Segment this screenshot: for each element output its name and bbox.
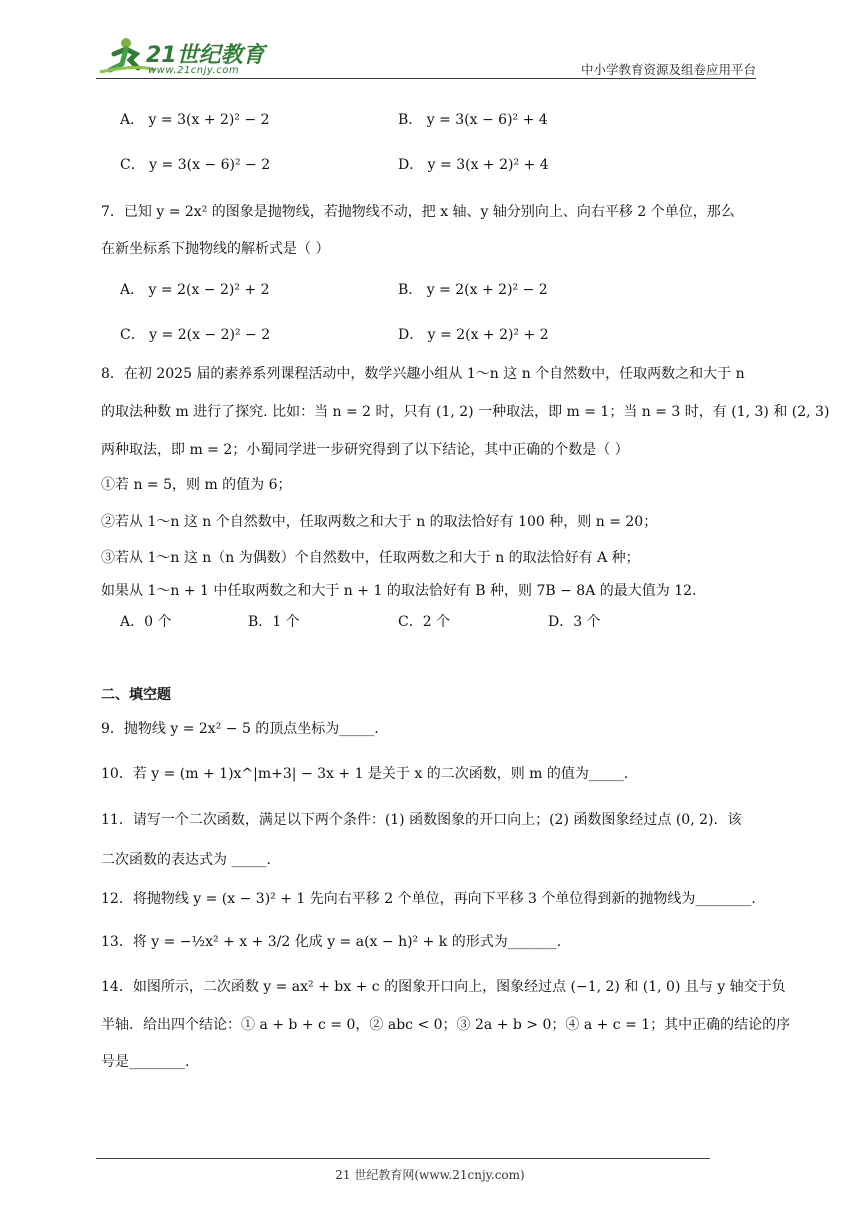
- header-divider: [96, 78, 756, 79]
- q12-line: 12．将抛物线 y = (x − 3)² + 1 先向右平移 2 个单位，再向下平移 3 个单位得到新的抛物线为________.: [101, 891, 756, 907]
- q10-line: 10．若 y = (m + 1)x^|m+3| − 3x + 1 是关于 x 的二次函数，则 m 的值为_____.: [101, 766, 629, 782]
- q6-option-c: C． y = 3(x − 6)² − 2: [120, 157, 271, 173]
- q14-line-3: 号是________.: [101, 1054, 190, 1070]
- q7-option-b: B． y = 2(x + 2)² − 2: [398, 282, 548, 298]
- q7-option-d: D． y = 2(x + 2)² + 2: [398, 327, 549, 343]
- q7-line-1: 7．已知 y = 2x² 的图象是抛物线，若抛物线不动，把 x 轴、y 轴分别向上、向右平移 2 个单位，那么: [101, 204, 735, 220]
- q11-line-1: 11．请写一个二次函数，满足以下两个条件：(1) 函数图象的开口向上；(2) 函数图象经过点 (0, 2)．该: [101, 812, 742, 828]
- q8-option-c: C．2 个: [398, 614, 451, 630]
- q7-line-2: 在新坐标系下抛物线的解析式是（ ）: [101, 241, 330, 257]
- section-heading: 二、填空题: [101, 687, 171, 703]
- q8-option-d: D．3 个: [548, 614, 601, 630]
- q8-line-1: 8．在初 2025 届的素养系列课程活动中，数学兴趣小组从 1～n 这 n 个自然数中，任取两数之和大于 n: [101, 366, 745, 382]
- q8-line-2: 的取法种数 m 进行了探究. 比如：当 n = 2 时，只有 (1, 2) 一种取法，即 m = 1；当 n = 3 时，有 (1, 3) 和 (2, 3): [101, 404, 830, 420]
- footer-divider: [96, 1158, 710, 1159]
- q8-line-3: 两种取法，即 m = 2；小蜀同学进一步研究得到了以下结论，其中正确的个数是（ ）: [101, 442, 629, 458]
- q8-statement-2: ②若从 1～n 这 n 个自然数中，任取两数之和大于 n 的取法恰好有 100 种，则 n = 20；: [101, 514, 658, 530]
- logo-url: www.21cnjy.com: [148, 65, 240, 76]
- q8-option-b: B．1 个: [248, 614, 300, 630]
- q6-option-d: D． y = 3(x + 2)² + 4: [398, 157, 549, 173]
- q8-statement-3: ③若从 1～n 这 n（n 为偶数）个自然数中，任取两数之和大于 n 的取法恰好有 A 种；: [101, 550, 640, 566]
- q7-option-a: A． y = 2(x − 2)² + 2: [120, 282, 270, 298]
- q13-line: 13．将 y = −½x² + x + 3/2 化成 y = a(x − h)² + k 的形式为_______.: [101, 934, 562, 950]
- q6-option-b: B． y = 3(x − 6)² + 4: [398, 112, 548, 128]
- q6-option-a: A． y = 3(x + 2)² − 2: [120, 112, 270, 128]
- header-platform-name: 中小学教育资源及组卷应用平台: [580, 62, 756, 77]
- q8-statement-4: 如果从 1～n + 1 中任取两数之和大于 n + 1 的取法恰好有 B 种，则 7B − 8A 的最大值为 12.: [101, 583, 697, 599]
- q7-option-c: C． y = 2(x − 2)² − 2: [120, 327, 271, 343]
- footer-text: 21 世纪教育网(www.21cnjy.com): [335, 1168, 525, 1182]
- site-logo: [96, 34, 266, 80]
- q14-line-1: 14．如图所示，二次函数 y = ax² + bx + c 的图象开口向上，图象经过点 (−1, 2) 和 (1, 0) 且与 y 轴交于负: [101, 979, 786, 995]
- q8-statement-1: ①若 n = 5，则 m 的值为 6；: [101, 477, 292, 493]
- q14-line-2: 半轴．给出四个结论：① a + b + c = 0，② abc < 0；③ 2a + b > 0；④ a + c = 1；其中正确的结论的序: [101, 1017, 791, 1033]
- logo-title: 21世纪教育: [146, 43, 265, 68]
- q11-line-2: 二次函数的表达式为 _____.: [101, 852, 271, 868]
- q9-line: 9．抛物线 y = 2x² − 5 的顶点坐标为_____.: [101, 721, 379, 737]
- q8-option-a: A．0 个: [120, 614, 172, 630]
